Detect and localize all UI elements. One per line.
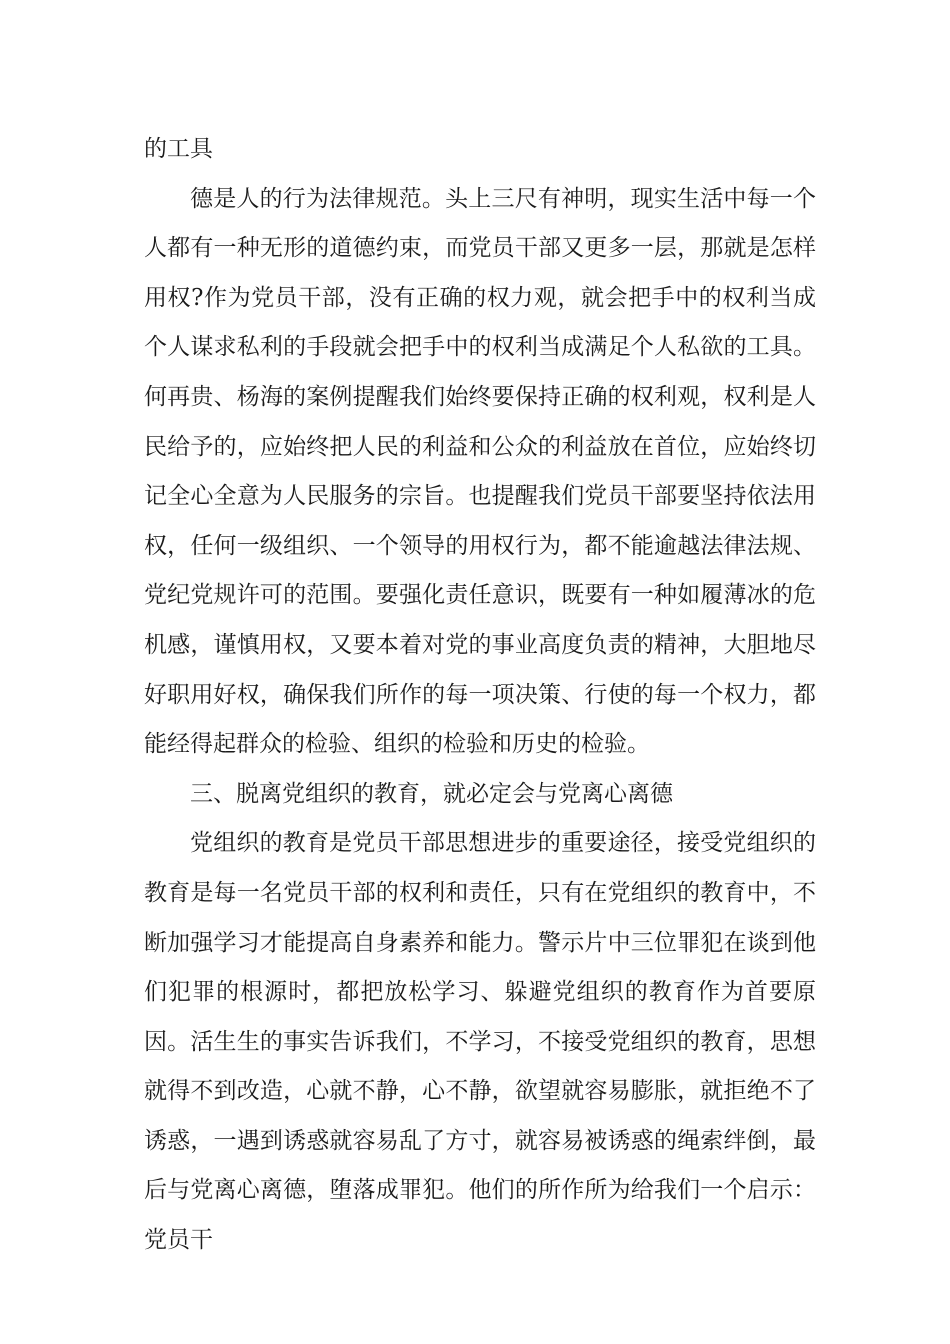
paragraph-party-education: 党组织的教育是党员干部思想进步的重要途径，接受党组织的教育是每一名党员干部的权利和责任，只有在党组织的教育中，不断加强学习才能提高自身素养和能力。警示片中三位罪犯在谈到他们犯罪的根源时，都把放松学习、躲避党组织的教育作为首要原因。活生生的事实告诉我们，不学习，不接受党组织的教育，思想就得不到改造，心就不静，心不静，欲望就容易膨胀，就拒绝不了诱惑，一遇到诱惑就容易乱了方寸，就容易被诱惑的绳索绊倒，最后与党离心离德，堕落成罪犯。他们的所作所为给我们一个启示：党员干: [144, 830, 816, 1254]
paragraph-continuation: 的工具: [144, 136, 213, 162]
document-body: [144, 125, 816, 1266]
section-heading-3: 三、脱离党组织的教育，就必定会与党离心离德: [190, 780, 673, 807]
paragraph-power-ethics: 德是人的行为法律规范。头上三尺有神明，现实生活中每一个人都有一种无形的道德约束，而党员干部又更多一层，那就是怎样用权?作为党员干部，没有正确的权力观，就会把手中的权利当成个人谋求私利的手段就会把手中的权利当成满足个人私欲的工具。何再贵、杨海的案例提醒我们始终要保持正确的权利观，权利是人民给予的，应始终把人民的利益和公众的利益放在首位，应始终切记全心全意为人民服务的宗旨。也提醒我们党员干部要坚持依法用权，任何一级组织、一个领导的用权行为，都不能逾越法律法规、党纪党规许可的范围。要强化责任意识，既要有一种如履薄冰的危机感，谨慎用权，又要本着对党的事业高度负责的精神，大胆地尽好职用好权，确保我们所作的每一项决策、行使的每一个权力，都能经得起群众的检验、组织的检验和历史的检验。: [144, 185, 816, 758]
